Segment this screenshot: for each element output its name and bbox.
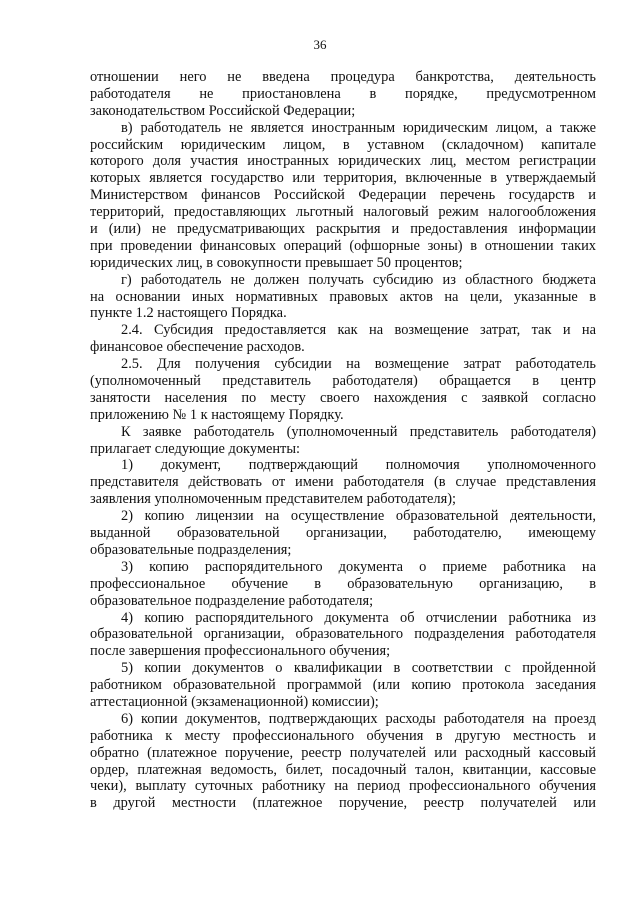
- text-line: 2) копию лицензии на осуществление образовательной деятельности,: [121, 508, 596, 525]
- text-line: Министерством финансов Российской Федерации перечень государств и: [90, 187, 596, 204]
- text-line: представителя действовать от имени работодателя (в случае представления: [90, 474, 596, 491]
- text-line: профессиональное обучение в образовательную организацию, в: [90, 575, 596, 592]
- text-line: образовательные подразделения;: [90, 541, 292, 558]
- text-line: 1) документ, подтверждающий полномочия уполномоченного: [121, 457, 596, 474]
- text-line: отношении него не введена процедура банкротства, деятельность: [90, 69, 596, 85]
- text-line: работника к месту профессионального обучения в другую местность и: [90, 727, 596, 744]
- document-body: [90, 69, 596, 812]
- text-line: и (или) не предусматривающих раскрытия и предоставления информации: [90, 221, 596, 238]
- text-line: законодательством Российской Федерации;: [90, 102, 356, 119]
- text-line: 6) копии документов, подтверждающих расходы работодателя на проезд: [121, 710, 596, 727]
- text-line: прилагает следующие документы:: [90, 440, 300, 457]
- text-line: ордер, платежная ведомость, билет, посадочный талон, квитанции, кассовые: [90, 761, 596, 778]
- text-line: территорий, предоставляющих льготный налоговый режим налогообложения: [90, 204, 596, 221]
- text-line: 2.4. Субсидия предоставляется как на возмещение затрат, так и на: [121, 322, 596, 339]
- text-line: заявления уполномоченным представителем работодателя);: [90, 491, 457, 508]
- text-line: аттестационной (экзаменационной) комиссии);: [90, 693, 379, 710]
- text-line: 5) копии документов о квалификации в соответствии с пройденной: [121, 660, 596, 677]
- text-line: работником образовательной программой (или копию протокола заседания: [90, 677, 596, 694]
- text-line: работодателя не приостановлена в порядке, предусмотренном: [90, 85, 596, 102]
- text-line: которого доля участия иностранных юридических лиц, местом регистрации: [90, 153, 596, 170]
- text-line: г) работодатель не должен получать субсидию из областного бюджета: [121, 271, 596, 288]
- text-line: чеки), выплату суточных работнику на период профессионального обучения: [90, 778, 596, 795]
- text-line: К заявке работодатель (уполномоченный представитель работодателя): [121, 423, 596, 440]
- text-line: 2.5. Для получения субсидии на возмещение затрат работодатель: [121, 356, 596, 373]
- text-line: 3) копию распорядительного документа о приеме работника на: [121, 558, 596, 575]
- text-line: на основании иных нормативных правовых актов на цели, указанные в: [90, 288, 596, 305]
- text-line: 4) копию распорядительного документа об отчислении работника из: [121, 609, 596, 626]
- text-line: в) работодатель не является иностранным юридическим лицом, а также: [121, 119, 596, 136]
- text-line: которых является государство или территория, включенные в утверждаемый: [90, 170, 596, 187]
- text-line: российским юридическим лицом, в уставном (складочном) капитале: [90, 136, 596, 153]
- text-line: в другой местности (платежное поручение, реестр получателей или: [90, 795, 596, 812]
- text-line: финансовое обеспечение расходов.: [90, 339, 305, 356]
- text-line: пункте 1.2 настоящего Порядка.: [90, 305, 287, 322]
- text-line: занятости населения по месту своего нахождения с заявкой согласно: [90, 389, 596, 406]
- text-line: обратно (платежное поручение, реестр получателей или расходный кассовый: [90, 744, 596, 761]
- page-number: 36: [313, 37, 327, 52]
- text-line: юридических лиц, в совокупности превышает 50 процентов;: [90, 254, 463, 271]
- text-line: после завершения профессионального обучения;: [90, 643, 391, 660]
- text-line: при проведении финансовых операций (офшорные зоны) в отношении таких: [90, 237, 596, 254]
- text-line: образовательное подразделение работодателя;: [90, 592, 374, 609]
- text-line: выданной образовательной организации, работодателю, имеющему: [90, 525, 596, 542]
- text-line: образовательной организации, образовательного подразделения работодателя: [90, 626, 596, 643]
- text-line: приложению № 1 к настоящему Порядку.: [90, 406, 344, 423]
- text-line: (уполномоченный представитель работодателя) обращается в центр: [90, 373, 596, 390]
